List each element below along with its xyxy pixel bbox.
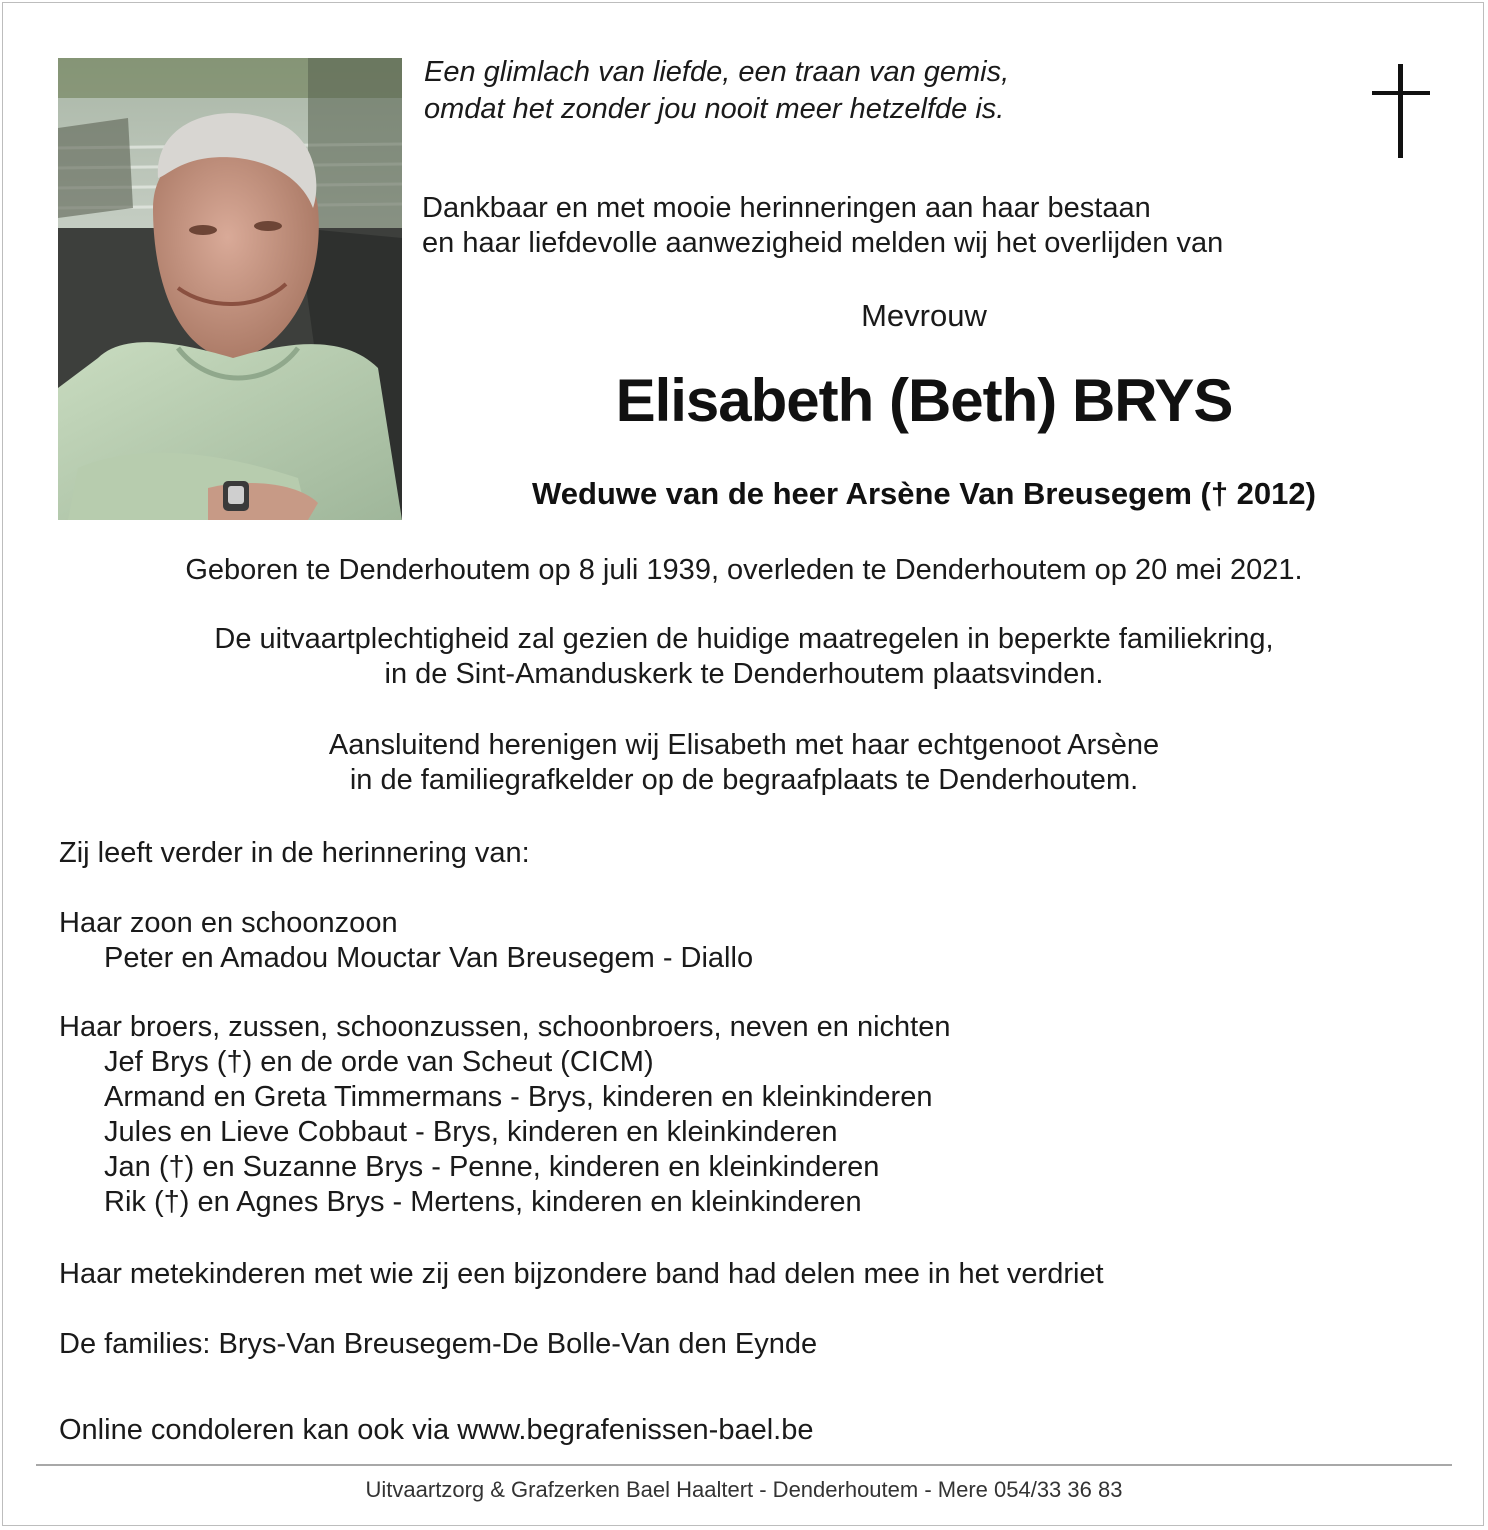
families-line: De families: Brys-Van Breusegem-De Bolle-Van den Eynde bbox=[59, 1328, 818, 1360]
honorific: Mevrouw bbox=[861, 298, 987, 333]
birth-death-text: Geboren te Denderhoutem op 8 juli 1939, overleden te Denderhoutem op 20 mei 2021. bbox=[185, 554, 1303, 586]
survived-by-heading: Zij leeft verder in de herinnering van: bbox=[59, 837, 530, 869]
list-item: Jules en Lieve Cobbaut - Brys, kinderen en kleinkinderen bbox=[104, 1116, 838, 1148]
memorial-quote bbox=[424, 54, 1009, 128]
widow-of: Weduwe van de heer Arsène Van Breusegem († 2012) bbox=[532, 476, 1316, 511]
funeral-service bbox=[0, 622, 1488, 692]
intro-line-1: Dankbaar en met mooie herinneringen aan haar bestaan bbox=[422, 192, 1151, 224]
list-item: Rik (†) en Agnes Brys - Mertens, kinderen en kleinkinderen bbox=[104, 1186, 862, 1218]
quote-line-2: omdat het zonder jou nooit meer hetzelfde is. bbox=[424, 93, 1005, 125]
birth-death-dates bbox=[0, 553, 1488, 588]
burial-line-2: in de familiegrafkelder op de begraafplaats te Denderhoutem. bbox=[349, 764, 1139, 796]
siblings-heading: Haar broers, zussen, schoonzussen, schoonbroers, neven en nichten bbox=[59, 1011, 951, 1043]
announcement-intro bbox=[422, 191, 1223, 261]
godchildren-line: Haar metekinderen met wie zij een bijzondere band had delen mee in het verdriet bbox=[59, 1258, 1104, 1290]
portrait-photo bbox=[58, 58, 402, 520]
footer-divider bbox=[36, 1464, 1452, 1466]
burial-line-1: Aansluitend herenigen wij Elisabeth met haar echtgenoot Arsène bbox=[328, 729, 1160, 761]
list-item: Jan (†) en Suzanne Brys - Penne, kinderen en kleinkinderen bbox=[104, 1151, 880, 1183]
siblings-section bbox=[59, 1010, 950, 1220]
burial-info bbox=[0, 728, 1488, 798]
quote-line-1: Een glimlach van liefde, een traan van gemis, bbox=[424, 56, 1010, 88]
son-names: Peter en Amadou Mouctar Van Breusegem - Diallo bbox=[104, 942, 754, 974]
service-line-2: in de Sint-Amanduskerk te Denderhoutem plaatsvinden. bbox=[384, 658, 1104, 690]
son-heading: Haar zoon en schoonzoon bbox=[59, 907, 398, 939]
intro-line-2: en haar liefdevolle aanwezigheid melden wij het overlijden van bbox=[422, 227, 1224, 259]
online-condolences: Online condoleren kan ook via www.begrafenissen-bael.be bbox=[59, 1414, 814, 1446]
son-section bbox=[59, 906, 753, 976]
funeral-home-footer: Uitvaartzorg & Grafzerken Bael Haaltert - Denderhoutem - Mere 054/33 36 83 bbox=[365, 1477, 1123, 1502]
list-item: Armand en Greta Timmermans - Brys, kinderen en kleinkinderen bbox=[104, 1081, 933, 1113]
cross-icon bbox=[1372, 64, 1432, 158]
deceased-name: Elisabeth (Beth) BRYS bbox=[615, 367, 1233, 434]
list-item: Jef Brys (†) en de orde van Scheut (CICM) bbox=[104, 1046, 654, 1078]
service-line-1: De uitvaartplechtigheid zal gezien de huidige maatregelen in beperkte familiekring, bbox=[214, 623, 1274, 655]
